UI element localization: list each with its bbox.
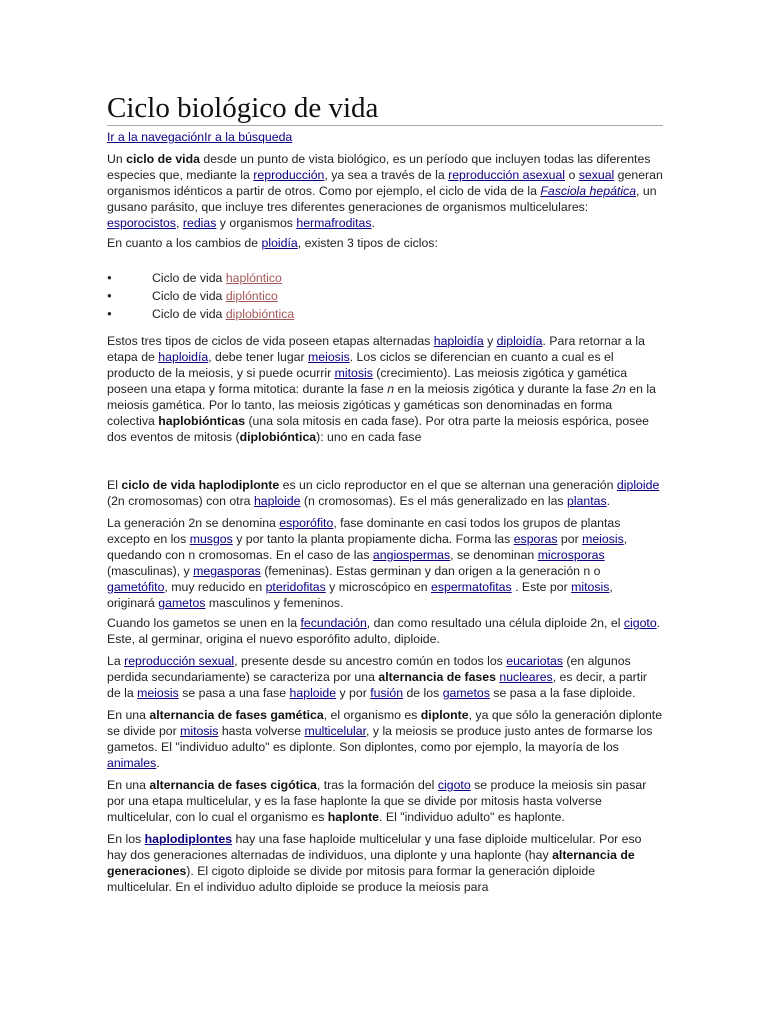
link-esporocistos[interactable]: esporocistos [107,216,177,230]
link-haploidia[interactable]: haploidía [433,334,484,348]
link-plantas[interactable]: plantas [566,494,607,508]
link-mitosis-2[interactable]: mitosis [571,580,610,594]
link-cigoto-2[interactable]: cigoto [437,778,471,792]
link-reproduccion-sexual[interactable]: reproducción sexual [124,654,235,668]
paragraph-gametica: En una alternancia de fases gamética, el organismo es diplonte, ya que sólo la generación diplonte se divide por mitosis hasta volverse multicelular, y la meiosis se produce justo antes de formarse los gametos. El "individuo adulto" es diplonte. Son diplontes, como por ejemplo, la mayoría de los animales. [107,708,663,770]
paragraph-intro: Un ciclo de vida desde un punto de vista biológico, es un período que incluyen todas las diferentes especies que, mediante la reproducción, ya sea a través de la reproducción asexual o sexual generan organismos idénticos a partir de otros. Como por ejemplo, el ciclo de vida de la Fasciola hepática, un gusano parásito, que incluye tres diferentes generaciones de organismos multicelulares: esporocistos, redias y organismos hermafroditas. [107,152,663,230]
link-angiospermas[interactable]: angiospermas [372,548,451,562]
link-haploidia-2[interactable]: haploidía [158,350,209,364]
paragraph-reproduccion-sexual: La reproducción sexual, presente desde su ancestro común en todos los eucariotas (en algunos perdida secundariamente) se caracteriza por una alternancia de fases nucleares, es decir, a partir de la meiosis se pasa a una fase haploide y por fusión de los gametos se pasa a la fase diploide. [107,654,648,700]
link-megasporas[interactable]: megasporas [193,564,261,578]
link-gametos-2[interactable]: gametos [442,686,490,700]
link-diploidia[interactable]: diploidía [496,334,543,348]
link-mitosis-3[interactable]: mitosis [180,724,219,738]
paragraph-generacion-2n: La generación 2n se denomina esporófito, fase dominante en casi todos los grupos de plantas excepto en los musgos y por tanto la planta propiamente dicha. Forma las esporas por meiosis, quedando con n cromosomas. En el caso de las angiospermas, se denominan microsporas (masculinas), y megasporas (femeninas). Estas germinan y dan origen a la generación n o gametófito, muy reducido en pteridofitas y microscópico en espermatofitas . Este por mitosis, originará gametos masculinos y femeninos. [107,516,628,610]
paragraph-haplodiplontes: En los haplodiplontes hay una fase haploide multicelular y una fase diploide multicelular. Por eso hay dos generaciones alternadas de individuos, una diplonte y una haplonte (hay alternancia de generaciones). El cigoto diploide se divide por mitosis para formar la generación diploide multicelular. En el individuo adulto diploide se produce la meiosis para [107,832,642,894]
paragraph-ploidia: En cuanto a los cambios de ploidía, existen 3 tipos de ciclos: [107,236,438,250]
link-diplontico[interactable]: diplóntico [225,289,278,303]
link-reproduccion[interactable]: reproducción [253,168,325,182]
link-diploide[interactable]: diploide [616,478,660,492]
link-cigoto[interactable]: cigoto [623,616,657,630]
link-fusion[interactable]: fusión [370,686,404,700]
list-item: ● Ciclo de vida haplóntico [107,269,663,287]
link-sexual[interactable]: sexual [578,168,615,182]
link-ploidia[interactable]: ploidía [261,236,298,250]
link-multicelular[interactable]: multicelular [304,724,367,738]
link-mitosis[interactable]: mitosis [334,366,373,380]
link-haploide-2[interactable]: haploide [289,686,337,700]
link-musgos[interactable]: musgos [189,532,233,546]
list-item: ● Ciclo de vida diplobióntica [107,305,663,323]
link-meiosis-3[interactable]: meiosis [137,686,179,700]
link-diplobiontica[interactable]: diplobióntica [225,307,295,321]
link-fasciola-hepatica[interactable]: Fasciola hepática [540,184,637,198]
article-content [107,92,663,899]
paragraph-fecundacion: Cuando los gametos se unen en la fecundación, dan como resultado una célula diploide 2n, el cigoto. Este, al germinar, origina el nuevo esporófito adulto, diploide. [107,616,661,646]
link-gametofito[interactable]: gametófito [107,580,165,594]
link-meiosis-2[interactable]: meiosis [582,532,624,546]
page-title: Ciclo biológico de vida [107,92,663,126]
link-esporofito[interactable]: esporófito [279,516,334,530]
link-pteridofitas[interactable]: pteridofitas [265,580,326,594]
spacer [107,449,663,477]
cycle-types-list [107,269,663,323]
link-nucleares[interactable]: nucleares [499,670,553,684]
link-hermafroditas[interactable]: hermafroditas [296,216,372,230]
link-animales[interactable]: animales [107,756,157,770]
link-gametos[interactable]: gametos [158,596,206,610]
link-redias[interactable]: redias [182,216,217,230]
link-haplodiplontes[interactable]: haplodiplontes [144,832,233,846]
link-espermatofitas[interactable]: espermatofitas [431,580,512,594]
link-haplontico[interactable]: haplóntico [225,271,282,285]
paragraph-haplodiplonte: El ciclo de vida haplodiplonte es un ciclo reproductor en el que se alternan una generación diploide (2n cromosomas) con otra haploide (n cromosomas). Es el más generalizado en las plantas. [107,478,660,508]
link-microsporas[interactable]: microsporas [537,548,605,562]
jump-links [107,129,663,145]
link-meiosis[interactable]: meiosis [308,350,350,364]
link-esporas[interactable]: esporas [513,532,558,546]
list-item: ● Ciclo de vida diplóntico [107,287,663,305]
paragraph-alternancia: Estos tres tipos de ciclos de vida poseen etapas alternadas haploidía y diploidía. Para retornar a la etapa de haploidía, debe tener lugar meiosis. Los ciclos se diferencian en cuanto a cual es el producto de la meiosis, y si puede ocurrir mitosis (crecimiento). Las meiosis zigótica y gamética poseen una etapa y forma mitotica: durante la fase n en la meiosis zigótica y durante la fase 2n en la meiosis gamética. Por lo tanto, las meiosis zigóticas y gaméticas son denominadas en forma colectiva haplobiónticas (una sola mitosis en cada fase). Por otra parte la meiosis espórica, posee dos eventos de mitosis (diplobióntica): uno en cada fase [107,334,656,444]
link-fecundacion[interactable]: fecundación [300,616,367,630]
link-eucariotas[interactable]: eucariotas [506,654,563,668]
link-reproduccion-asexual[interactable]: reproducción asexual [448,168,566,182]
jump-to-search-link[interactable]: Ir a la búsqueda [204,130,293,144]
link-haploide[interactable]: haploide [253,494,301,508]
jump-to-navigation-link[interactable]: Ir a la navegación [107,130,205,144]
paragraph-cigotica: En una alternancia de fases cigótica, tras la formación del cigoto se produce la meiosis sin pasar por una etapa multicelular, y es la fase haplonte la que se divide por mitosis hasta volverse multicelular, con lo cual el organismo es haplonte. El "individuo adulto" es haplonte. [107,778,647,824]
